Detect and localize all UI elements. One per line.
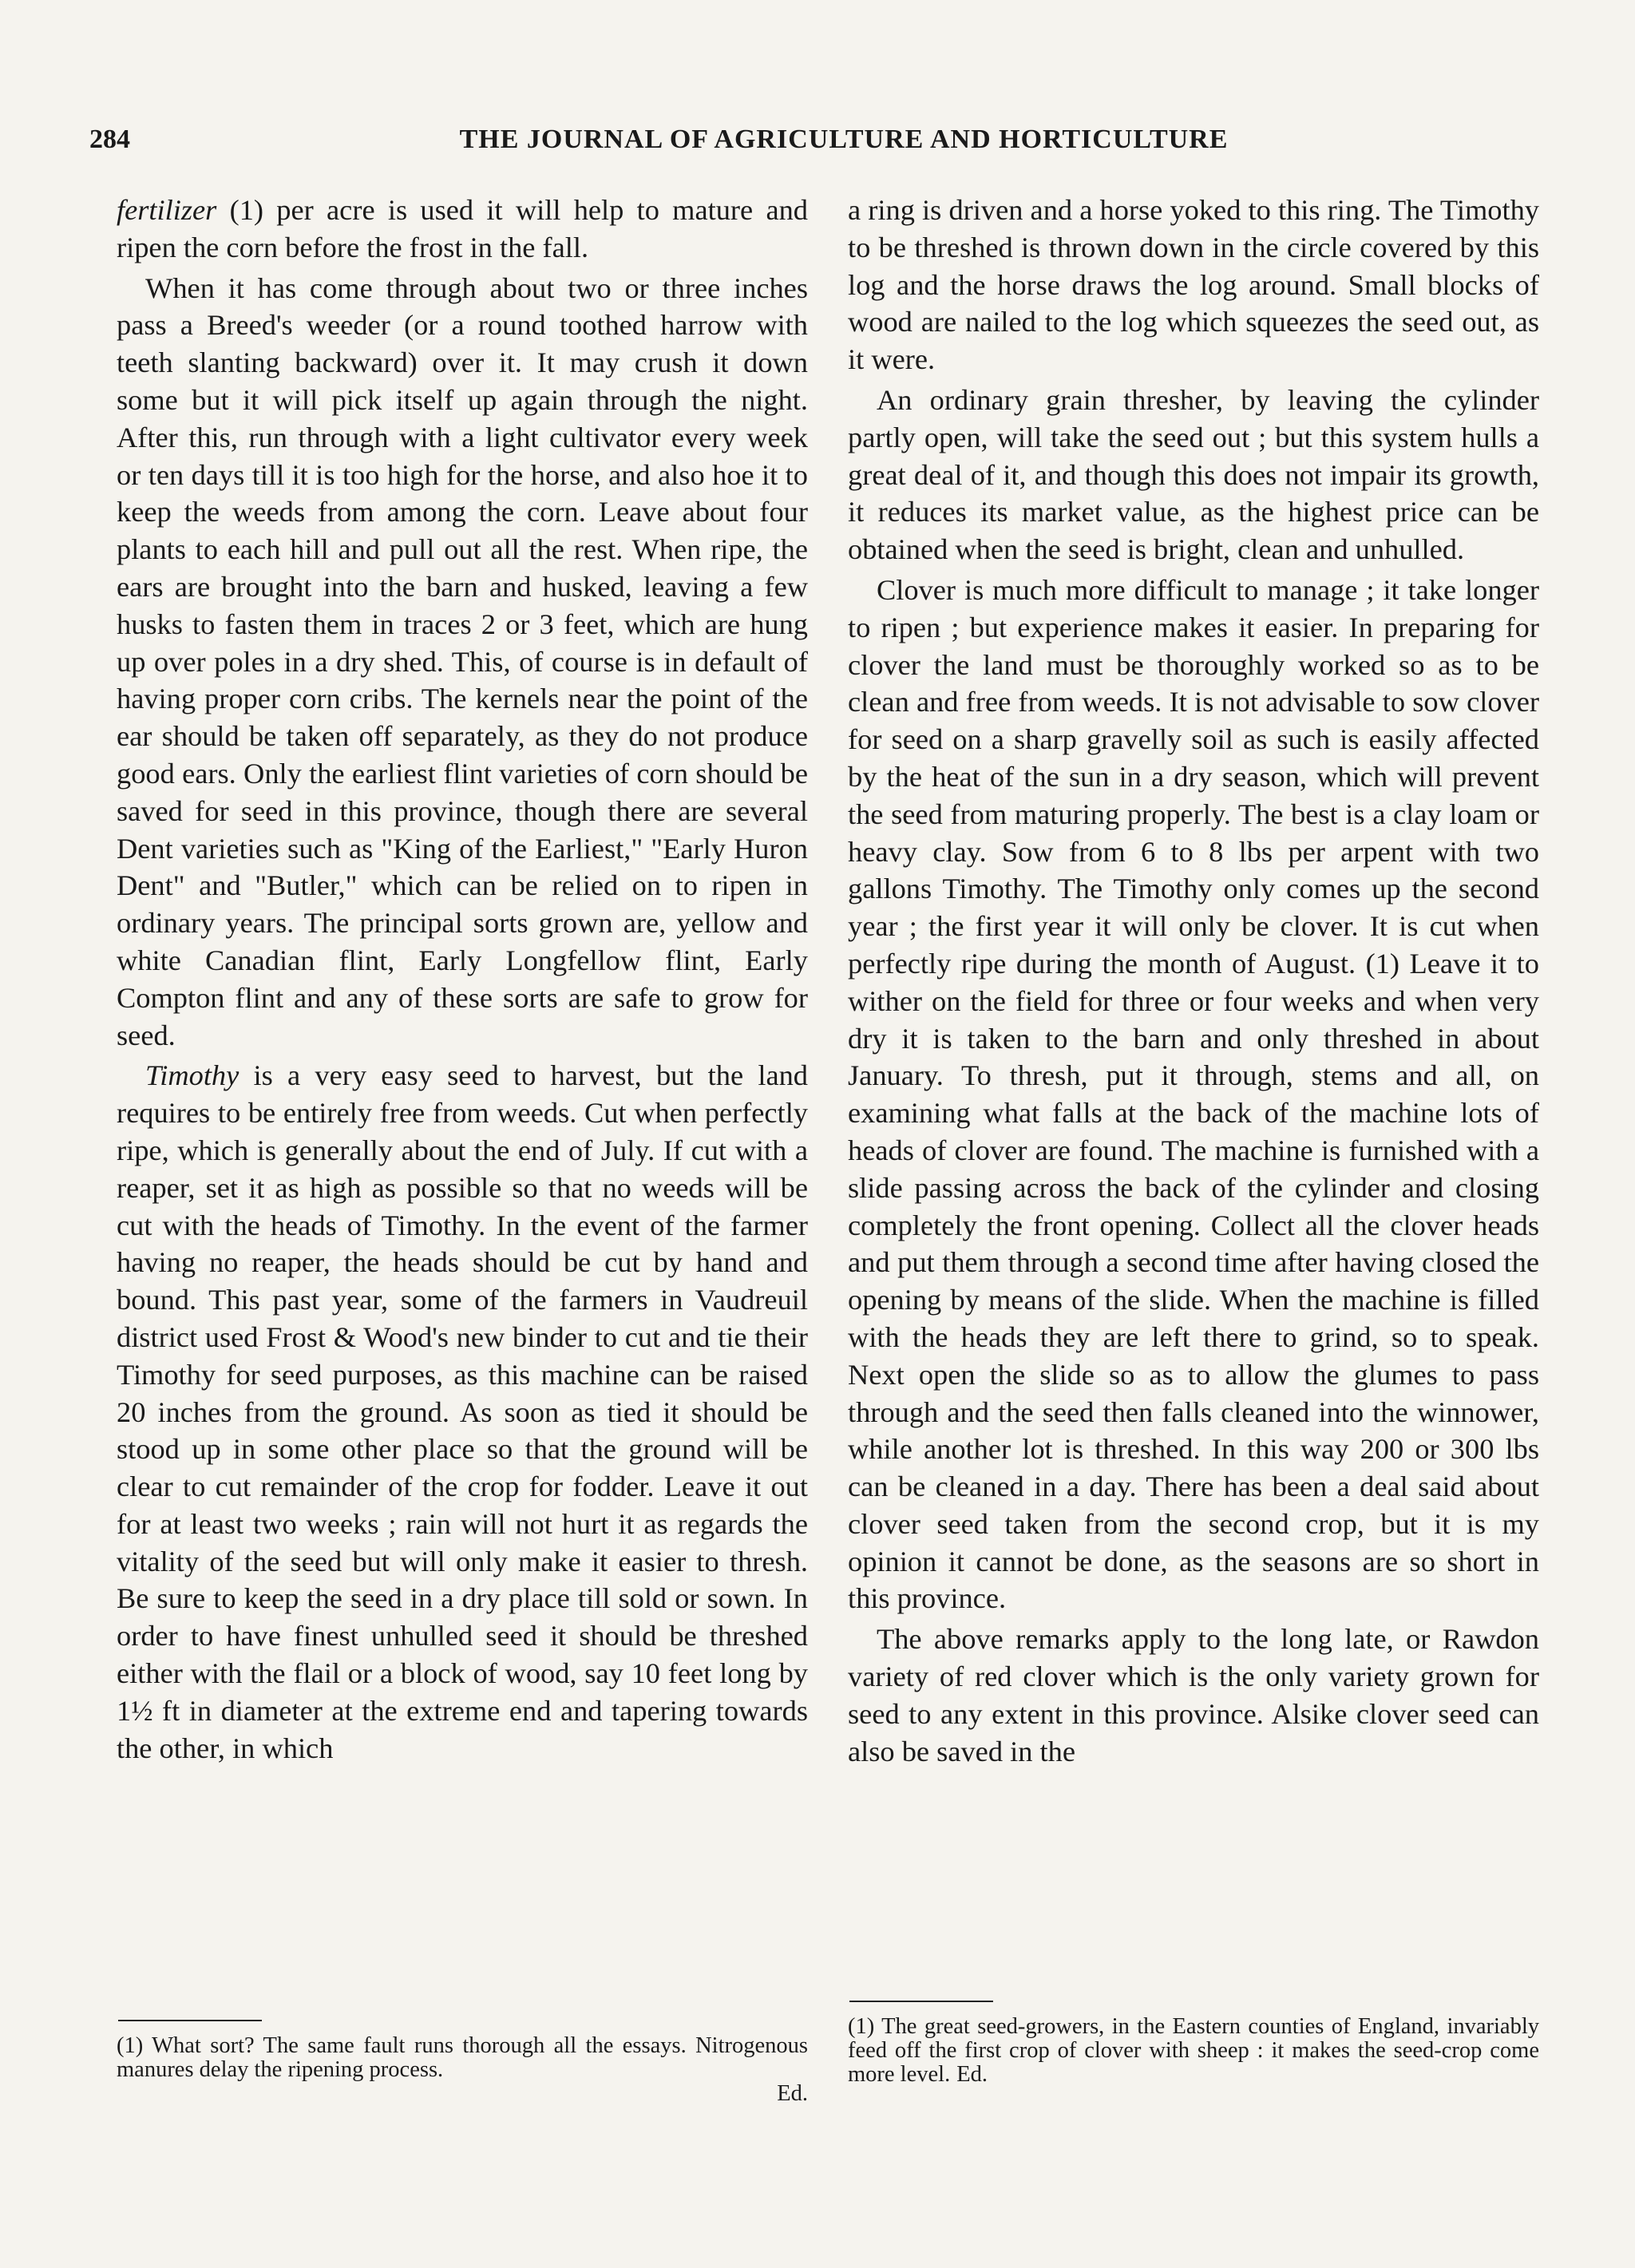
running-title: THE JOURNAL OF AGRICULTURE AND HORTICULTURE <box>459 125 1229 154</box>
italic-lead: fertilizer <box>117 194 217 226</box>
paragraph: a ring is driven and a horse yoked to this ring. The Timothy to be threshed is thrown down in the circle covered by this log and the horse draws the log around. Small blocks of wood are nailed to the log which squeezes the seed out, as it were. <box>848 194 1539 376</box>
paragraph-text: (1) per acre is used it will help to mature and ripen the corn before the frost in the fall. <box>117 194 808 263</box>
footnote-left <box>117 2034 808 2106</box>
page-header <box>89 120 1550 164</box>
footnote-right <box>848 2015 1539 2087</box>
page-number: 284 <box>89 125 130 154</box>
paragraph: Clover is much more difficult to manage ; it take longer to ripen ; but experience makes it easier. In preparing for clover the land must be thoroughly worked so as to be clean and free from weeds. It is not advisable to sow clover for seed on a sharp gravelly soil as such is easily affected by the heat of the sun in a dry season, which will prevent the seed from maturing properly. The best is a clay loam or heavy clay. Sow from 6 to 8 lbs per arpent with two gallons Timothy. The Timothy only comes up the second year ; the first year it will only be clover. It is cut when perfectly ripe during the month of August. (1) Leave it to wither on the field for three or four weeks and when very dry it is taken to the barn and only threshed in about January. To thresh, put it through, stems and all, on examining what falls at the back of the machine lots of heads of clover are found. The machine is furnished with a slide passing across the back of the cylinder and closing completely the front opening. Collect all the clover heads and put them through a second time after having closed the opening by means of the slide. When the machine is filled with the heads they are left there to grind, so to speak. Next open the slide so as to allow the glumes to pass through and the seed then falls cleaned into the winnower, while another lot is threshed. In this way 200 or 300 lbs can be cleaned in a day. There has been a deal said about clover seed taken from the second crop, but it is my opinion it cannot be done, as the seasons are so short in this province. <box>848 573 1539 1615</box>
paragraph: An ordinary grain thresher, by leaving the cylinder partly open, will take the seed out ; but this system hulls a great deal of it, and though this does not impair its growth, it reduces its market value, as the highest price can be obtained when the seed is bright, clean and unhulled. <box>848 383 1539 566</box>
paragraph <box>117 192 808 267</box>
footnote-text: (1) The great seed-growers, in the Eastern counties of England, invariably feed off the first crop of clover with sheep : it makes the seed-crop come more level. <box>848 2014 1539 2087</box>
left-column <box>117 192 808 1770</box>
right-column <box>848 192 1539 1773</box>
paragraph <box>117 1057 808 1767</box>
paragraph-text: is a very easy seed to harvest, but the land requires to be entirely free from weeds. Cut when perfectly ripe, which is generally about the end of July. If cut with a reaper, set it as high as possible so that no weeds will be cut with the heads of Timothy. In the event of the farmer having no reaper, the heads should be cut by hand and bound. This past year, some of the farmers in Vaudreuil district used Frost & Wood's new binder to cut and tie their Timothy for seed purposes, as this machine can be raised 20 inches from the ground. As soon as tied it should be stood up in some other place so that the ground will be clear to cut remainder of the crop for fodder. Leave it out for at least two weeks ; rain will not hurt it as regards the vitality of the seed but will only make it easier to thresh. Be sure to keep the seed in a dry place till sold or sown. In order to have finest unhulled seed it should be threshed either with the flail or a block of wood, say 10 feet long by 1½ ft in diameter at the extreme end and tapering towards the other, in which <box>117 1059 808 1764</box>
paragraph: When it has come through about two or three inches pass a Breed's weeder (or a round toothed harrow with teeth slanting backward) over it. It may crush it down some but it will pick itself up again through the night. After this, run through with a light cultivator every week or ten days till it is too high for the horse, and also hoe it to keep the weeds from among the corn. Leave about four plants to each hill and pull out all the rest. When ripe, the ears are brought into the barn and husked, leaving a few husks to fasten them in traces 2 or 3 feet, which are hung up over poles in a dry shed. This, of course is in default of having proper corn cribs. The kernels near the point of the ear should be taken off separately, as they do not produce good ears. Only the earliest flint varieties of corn should be saved for seed in this province, though there are several Dent varieties such as "King of the Earliest," "Early Huron Dent" and "Butler," which can be relied on to ripen in ordinary years. The principal sorts grown are, yellow and white Canadian flint, Early Longfellow flint, Early Compton flint and any of these sorts are safe to grow for seed. <box>117 271 808 1051</box>
footnote-text: (1) What sort? The same fault runs thorough all the essays. Nitrogenous manures delay the ripening process. <box>117 2033 808 2082</box>
footnote-divider <box>849 2001 993 2002</box>
footnote-editor-mark: Ed. <box>777 2081 808 2106</box>
paragraph: The above remarks apply to the long late, or Rawdon variety of red clover which is the only variety grown for seed to any extent in this province. Alsike clover seed can also be saved in the <box>848 1623 1539 1767</box>
italic-lead: Timothy <box>145 1059 240 1092</box>
footnote-editor-mark: Ed. <box>956 2062 988 2087</box>
footnote-divider <box>118 2020 262 2021</box>
